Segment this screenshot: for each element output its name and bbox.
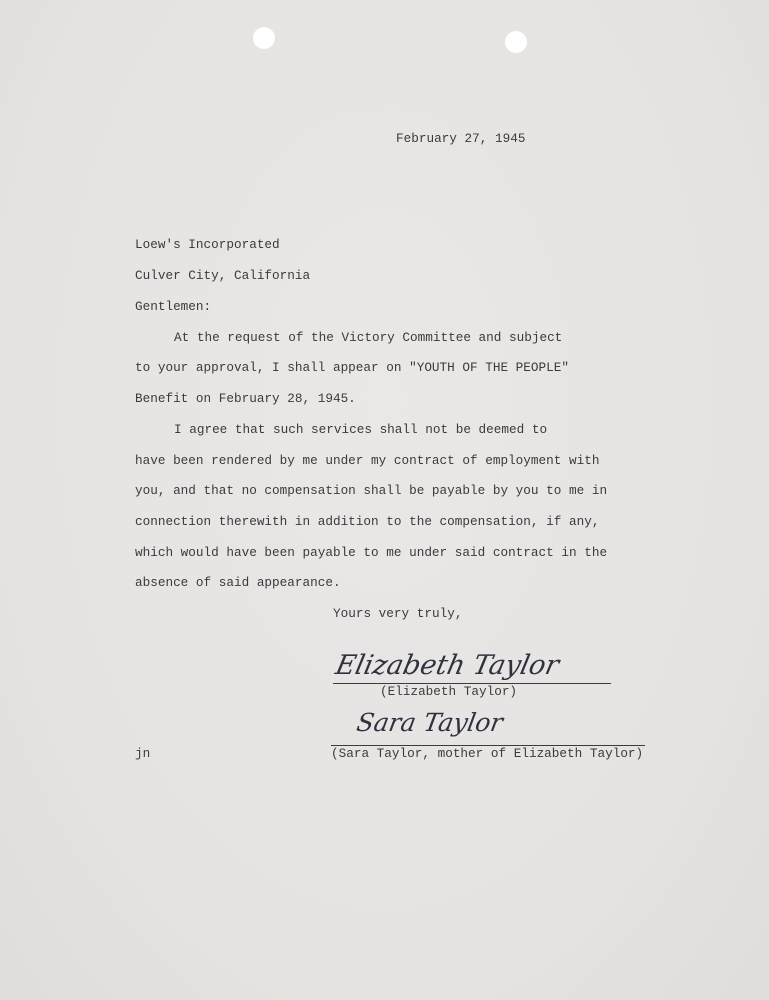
- paragraph-line: connection therewith in addition to the compensation, if any,: [135, 514, 600, 529]
- punch-hole: [505, 31, 527, 53]
- elizabeth-signature: Elizabeth Taylor: [332, 650, 562, 681]
- paragraph-line: have been rendered by me under my contract of employment with: [135, 453, 600, 468]
- addressee-name: Loew's Incorporated: [135, 237, 280, 252]
- paragraph-line: to your approval, I shall appear on "YOUTH OF THE PEOPLE": [135, 360, 569, 375]
- sara-typed-name: (Sara Taylor, mother of Elizabeth Taylor): [331, 746, 644, 761]
- addressee-location: Culver City, California: [135, 268, 311, 283]
- closing: Yours very truly,: [333, 606, 463, 621]
- typist-initials: jn: [135, 746, 151, 761]
- paragraph-line: absence of said appearance.: [135, 575, 341, 590]
- elizabeth-typed-name: (Elizabeth Taylor): [380, 684, 518, 699]
- paragraph-line: At the request of the Victory Committee and subject: [174, 330, 563, 345]
- paragraph-line: I agree that such services shall not be deemed to: [174, 422, 548, 437]
- salutation: Gentlemen:: [135, 299, 212, 314]
- punch-hole: [253, 27, 275, 49]
- paragraph-line: you, and that no compensation shall be payable by you to me in: [135, 483, 608, 498]
- letter-date: February 27, 1945: [396, 131, 526, 146]
- paragraph-line: Benefit on February 28, 1945.: [135, 391, 356, 406]
- paragraph-line: which would have been payable to me under said contract in the: [135, 545, 608, 560]
- sara-signature: Sara Taylor: [354, 708, 506, 737]
